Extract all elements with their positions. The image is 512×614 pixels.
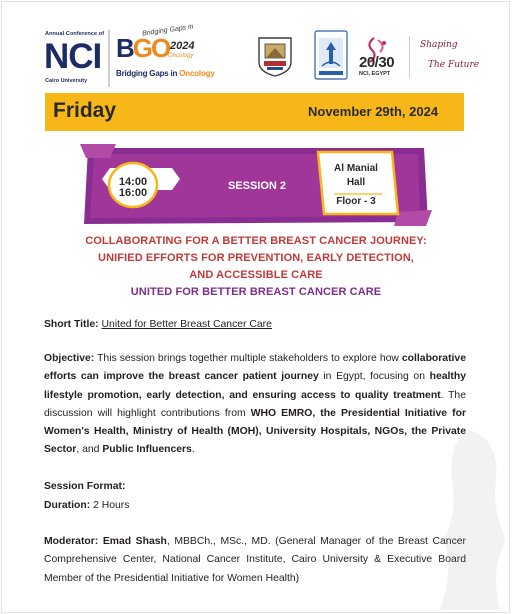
nci-logo: NCI <box>44 37 102 76</box>
moderator-paragraph <box>44 533 466 588</box>
bgo-letter-b: B <box>116 33 133 63</box>
moderator-label: Moderator: <box>44 536 99 547</box>
duration-value: 2 Hours <box>90 500 130 511</box>
bgo-tagline <box>116 69 215 78</box>
bgo-letters-go: GO <box>132 33 170 63</box>
session-time-start: 14:00 <box>118 176 148 188</box>
session-label: SESSION 2 <box>227 180 287 192</box>
bgo-tagline-part1: Bridging Gaps in <box>116 69 180 78</box>
short-title-value: United for Better Breast Cancer Care <box>101 319 272 330</box>
nci-conference-caption: Annual Conference of <box>45 31 105 37</box>
hall-name-line2: Hall <box>346 177 366 188</box>
objective-paragraph <box>44 350 466 460</box>
bgo-year: 2024 <box>170 40 195 52</box>
objective-bold-3: WHO EMRO, the Presidential Initiative for Women's Health, Ministry of Health (MOH), University Hospitals, NGOs, the Private Sector <box>44 407 466 456</box>
bgo-logo <box>116 33 169 63</box>
session-format-heading: Session Format: <box>44 481 126 492</box>
duration-line <box>44 500 129 511</box>
nci-crest-icon <box>314 30 348 80</box>
session-subtitle: UNITED FOR BETTER BREAST CANCER CARE <box>130 286 382 298</box>
vision-2030-caption: NCI, EGYPT <box>359 71 391 77</box>
floor-label: Floor - 3 <box>336 196 376 207</box>
short-title-label: Short Title: <box>44 319 99 330</box>
session-time-end: 16:00 <box>118 187 148 199</box>
logo-divider-right <box>409 36 410 78</box>
decorative-watermark-icon <box>430 420 512 614</box>
objective-bold-1: collaborative efforts can improve the breast cancer patient journey <box>44 353 466 383</box>
vision-2030-number: 20/30 <box>359 54 395 71</box>
session-format-label <box>44 481 125 492</box>
cairo-university-crest-icon <box>256 34 294 78</box>
moderator-details: , MBBCh., MSc., MD. (General Manager of the Breast Cancer Comprehensive Center, National Cancer Institute, Cairo University & Executive Board Member of the Presidential Initiative for Women Health) <box>44 536 466 584</box>
objective-bold-4: Public Influencers <box>102 444 192 456</box>
objective-text-4: , and <box>76 444 103 456</box>
objective-bold-2: healthy lifestyle promotion, early detection, and ensuring access to quality treatment <box>44 371 466 401</box>
session-title-line2: UNIFIED EFFORTS FOR PREVENTION, EARLY DETECTION, <box>98 252 414 264</box>
shaping-text: Shaping <box>420 40 458 50</box>
date-label: November 29th, 2024 <box>308 104 439 119</box>
bgo-arc-text: Bridging Gaps in <box>141 23 195 38</box>
day-label: Friday <box>53 99 117 122</box>
session-title-line3: AND ACCESSIBLE CARE <box>189 269 323 281</box>
objective-text-2: in Egypt, focusing on <box>318 371 430 383</box>
objective-text-3: . The discussion will highlight contributions from <box>44 389 466 419</box>
objective-text-1: This session brings together multiple stakeholders to explore how <box>94 353 402 364</box>
session-title-line1: COLLABORATING FOR A BETTER BREAST CANCER JOURNEY: <box>85 235 427 247</box>
objective-text-5: . <box>191 444 195 456</box>
bgo-oncology: Oncology <box>168 53 194 59</box>
duration-label: Duration: <box>44 500 91 511</box>
objective-label: Objective: <box>44 353 95 364</box>
bgo-tagline-part2: Oncology <box>179 69 215 78</box>
the-future-text: The Future <box>428 60 480 70</box>
short-title <box>44 319 272 330</box>
moderator-name: Emad Shash <box>102 536 167 547</box>
logo-divider <box>108 30 110 87</box>
nci-university-caption: Cairo University <box>45 78 88 84</box>
hall-name-line1: Al Manial <box>334 163 378 174</box>
